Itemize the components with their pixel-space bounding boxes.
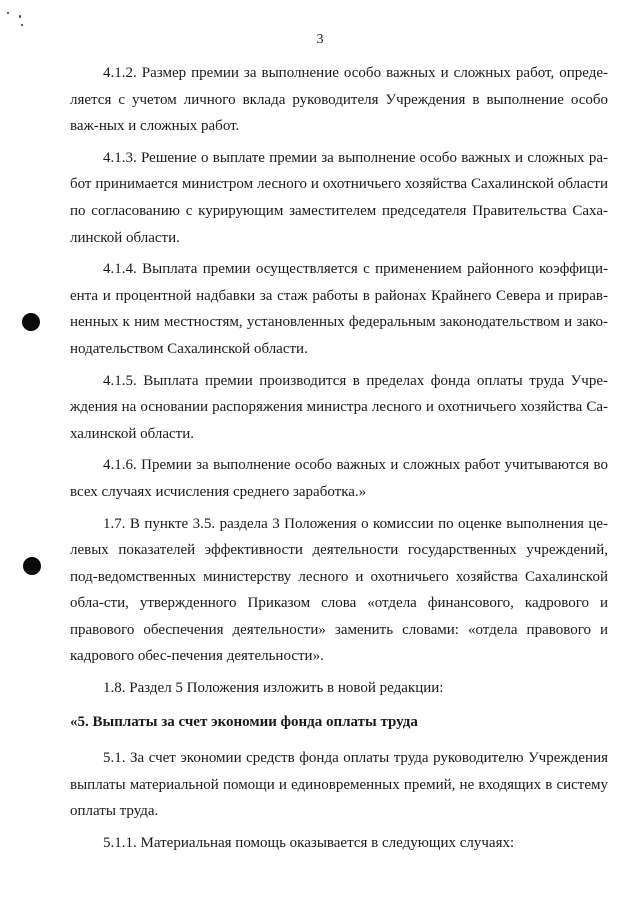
scan-speck <box>21 24 23 26</box>
document-body <box>70 60 608 862</box>
section-5-heading: «5. Выплаты за счет экономии фонда оплаты труда <box>70 713 418 730</box>
paragraph-4-1-3: 4.1.3. Решение о выплате премии за выполнение особо важных и сложных ра-бот принимается министром лесного и охотничьего хозяйства Сахалинской области по согласованию с курирующим заместителем председателя Правительства Саха-линской области. <box>70 149 608 246</box>
paragraph-4-1-2: 4.1.2. Размер премии за выполнение особо важных и сложных работ, опреде-ляется с учетом личного вклада руководителя Учреждения в выполнение особо важ-ных и сложных работ. <box>70 65 608 135</box>
scan-speck <box>19 15 21 18</box>
scan-speck <box>7 12 9 14</box>
page-number: 3 <box>316 32 324 47</box>
paragraph-1-8: 1.8. Раздел 5 Положения изложить в новой редакции: <box>103 680 444 697</box>
paragraph-5-1-1: 5.1.1. Материальная помощь оказывается в следующих случаях: <box>103 835 515 852</box>
paragraph-4-1-5: 4.1.5. Выплата премии производится в пределах фонда оплаты труда Учре-ждения на основании распоряжения министра лесного и охотничьего хозяйства Са-халинской области. <box>70 372 608 442</box>
paragraph-4-1-4: 4.1.4. Выплата премии осуществляется с применением районного коэффици-ента и процентной надбавки за стаж работы в районах Крайнего Севера и прирав-ненных к ним местностям, установленных федеральным законодательством и зако-нодательством Сахалинской области. <box>70 261 608 357</box>
binder-hole-mark <box>22 313 40 331</box>
paragraph-1-7: 1.7. В пункте 3.5. раздела 3 Положения о комиссии по оценке выполнения це-левых показателей эффективности деятельности государственных учреждений, под-ведомственных министерству лесного и охотничьего хозяйства Сахалинской обла-сти, утвержденного Приказом слова «отдела финансового, кадрового и правового обеспечения деятельности» заменить словами: «отдела правового и кадрового обес-печения деятельности». <box>70 515 608 665</box>
paragraph-5-1: 5.1. За счет экономии средств фонда оплаты труда руководителю Учреждения выплаты материальной помощи и единовременных премий, не входящих в систему оплаты труда. <box>70 750 608 820</box>
binder-hole-mark <box>23 557 41 575</box>
paragraph-4-1-6: 4.1.6. Премии за выполнение особо важных и сложных работ учитываются во всех случаях исчисления среднего заработка.» <box>70 457 608 500</box>
